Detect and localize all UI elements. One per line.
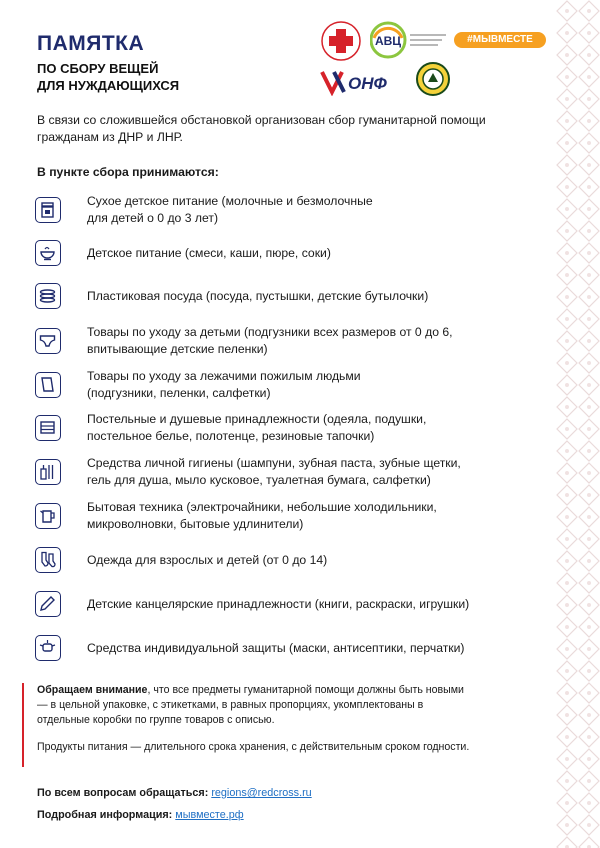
list-item	[35, 236, 545, 272]
partner-logos	[318, 18, 550, 100]
contact-email-link[interactable]: regions@redcross.ru	[211, 787, 312, 799]
hashtag-badge: #МЫВМЕСТЕ	[454, 32, 546, 48]
avc-logo	[370, 20, 448, 62]
item-text: Сухое детское питание (молочные и безмолочные для детей о 0 до 3 лет)	[87, 194, 373, 225]
item-text: Детские канцелярские принадлежности (книги, раскраски, игрушки)	[87, 597, 470, 611]
contact-site-line	[37, 809, 244, 821]
note-paragraph-1-rest: , что все предметы гуманитарной помощи должны быть новыми — в цельной упаковке, с этикетками, в равных пропорциях, укомплектованы в отдельные коробки по группе товаров с описью.	[37, 684, 464, 726]
item-text: Бытовая техника (электрочайники, небольшие холодильники, микроволновки, бытовые удлинители)	[87, 500, 437, 531]
subtitle-line-1: ПО СБОРУ ВЕЩЕЙ	[37, 61, 159, 76]
bedding-icon	[35, 415, 61, 441]
item-text: Средства личной гигиены (шампуни, зубная паста, зубные щетки, гель для душа, мыло кусковое, туалетная бумага, салфетки)	[87, 456, 461, 487]
avc-logo-text: АВЦ	[374, 34, 402, 48]
subtitle-line-2: ДЛЯ НУЖДАЮЩИХСЯ	[37, 78, 180, 93]
pencil-icon	[35, 591, 61, 617]
contact-site-link[interactable]: мывместе.рф	[175, 809, 244, 821]
item-text: Товары по уходу за детьми (подгузники всех размеров от 0 до 6, впитывающие детские пеленки)	[87, 325, 453, 356]
list-item	[35, 631, 545, 667]
item-text: Средства индивидуальной защиты (маски, антисептики, перчатки)	[87, 641, 465, 655]
list-item	[35, 499, 545, 535]
attention-note	[37, 683, 477, 755]
onf-logo-text: ОНФ	[348, 74, 387, 93]
item-text: Детское питание (смеси, каши, пюре, соки)	[87, 246, 331, 260]
list-item	[35, 193, 545, 229]
note-bold-lead: Обращаем внимание	[37, 684, 148, 696]
title-block	[37, 32, 179, 94]
diaper-icon	[35, 328, 61, 354]
item-text: Постельные и душевые принадлежности (одеяла, подушки, постельное белье, полотенце, резиновые тапочки)	[87, 412, 427, 443]
list-item	[35, 411, 545, 447]
sheet-icon	[35, 372, 61, 398]
intro-text: В связи со сложившейся обстановкой организован сбор гуманитарной помощи гражданам из ДНР и ЛНР.	[37, 113, 486, 144]
decorative-pattern	[556, 0, 600, 848]
baby-food-jar-icon	[35, 197, 61, 223]
accept-heading: В пункте сбора принимаются:	[37, 165, 219, 179]
item-text: Пластиковая посуда (посуда, пустышки, детские бутылочки)	[87, 289, 429, 303]
list-item	[35, 324, 545, 360]
item-text: Товары по уходу за лежачими пожилым людьми (подгузники, пеленки, салфетки)	[87, 369, 361, 400]
onf-logo	[320, 68, 398, 96]
list-item	[35, 279, 545, 315]
hygiene-icon	[35, 459, 61, 485]
mask-icon	[35, 635, 61, 661]
contact-email-line	[37, 787, 312, 799]
contact-email-label: По всем вопросам обращаться:	[37, 787, 209, 799]
note-paragraph-1	[37, 683, 477, 728]
bowl-icon	[35, 240, 61, 266]
list-item	[35, 368, 545, 404]
list-item	[35, 455, 545, 491]
list-item	[35, 587, 545, 623]
contact-site-label: Подробная информация:	[37, 809, 173, 821]
socks-icon	[35, 547, 61, 573]
red-cross-logo	[320, 20, 362, 62]
list-item	[35, 543, 545, 579]
dishes-icon	[35, 283, 61, 309]
note-paragraph-2: Продукты питания — длительного срока хранения, с действительным сроком годности.	[37, 741, 470, 753]
note-accent-bar	[22, 683, 24, 767]
page-title: ПАМЯТКА	[37, 32, 145, 55]
kettle-icon	[35, 503, 61, 529]
item-text: Одежда для взрослых и детей (от 0 до 14)	[87, 553, 328, 567]
emblem-logo	[416, 62, 450, 96]
